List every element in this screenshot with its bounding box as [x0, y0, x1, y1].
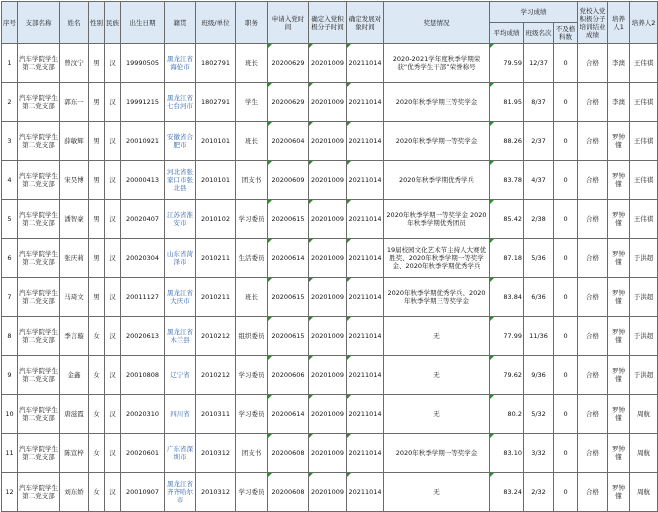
cell-class[interactable]: 2010212: [196, 356, 236, 395]
cell-award[interactable]: 2020年秋季学期一等奖学金 2020年秋季学期优秀团员: [384, 200, 490, 239]
cell-birth[interactable]: 19991215: [121, 83, 165, 122]
cell-devobj[interactable]: 20211014: [347, 356, 384, 395]
cell-activist[interactable]: 20201009: [309, 161, 347, 200]
cell-apply[interactable]: 20200615: [268, 200, 309, 239]
cell-origin[interactable]: 广东省深圳市: [165, 434, 196, 473]
cell-rank[interactable]: 2/32: [524, 473, 554, 512]
cell-ethnicity[interactable]: 汉: [105, 44, 121, 83]
cell-name[interactable]: 宋昊博: [60, 161, 89, 200]
cell-seq[interactable]: 11: [2, 434, 18, 473]
cell-ethnicity[interactable]: 汉: [105, 200, 121, 239]
cell-rank[interactable]: 2/37: [524, 122, 554, 161]
cell-gender[interactable]: 男: [89, 278, 105, 317]
cell-activist[interactable]: 20201009: [309, 395, 347, 434]
cell-trainer1[interactable]: 罗钟懂: [608, 200, 630, 239]
cell-ethnicity[interactable]: 汉: [105, 161, 121, 200]
cell-name[interactable]: 季言璇: [60, 317, 89, 356]
cell-devobj[interactable]: 20211014: [347, 239, 384, 278]
cell-rank[interactable]: 2/38: [524, 200, 554, 239]
cell-class[interactable]: 2010211: [196, 239, 236, 278]
cell-trainer2[interactable]: 周航: [630, 434, 658, 473]
cell-origin[interactable]: 河北省张家口市张北县: [165, 161, 196, 200]
cell-birth[interactable]: 20010907: [121, 473, 165, 512]
cell-seq[interactable]: 5: [2, 200, 18, 239]
cell-trainer2[interactable]: 王伟祺: [630, 161, 658, 200]
cell-branch[interactable]: 汽车学院学生第二党支部: [18, 317, 60, 356]
cell-trainer2[interactable]: 于洪超: [630, 239, 658, 278]
cell-class[interactable]: 1802791: [196, 83, 236, 122]
cell-devobj[interactable]: 20211014: [347, 161, 384, 200]
cell-course[interactable]: 合格: [578, 161, 608, 200]
cell-trainer1[interactable]: 罗钟懂: [608, 473, 630, 512]
cell-gender[interactable]: 男: [89, 161, 105, 200]
cell-class[interactable]: 2010311: [196, 395, 236, 434]
cell-award[interactable]: 2020-2021学年度秋季学期荣获“优秀学生干部”荣誉称号: [384, 44, 490, 83]
cell-origin[interactable]: 黑龙江省大庆市: [165, 278, 196, 317]
cell-name[interactable]: 张庆莉: [60, 239, 89, 278]
cell-birth[interactable]: 20020304: [121, 239, 165, 278]
cell-fail[interactable]: 0: [554, 239, 578, 278]
cell-activist[interactable]: 20201009: [309, 356, 347, 395]
cell-ethnicity[interactable]: 汉: [105, 356, 121, 395]
member-table: [1, 1, 658, 512]
cell-rank[interactable]: 3/32: [524, 434, 554, 473]
header-rank[interactable]: 班级名次: [524, 23, 554, 44]
cell-avg[interactable]: 77.99: [490, 317, 524, 356]
cell-avg[interactable]: 79.62: [490, 356, 524, 395]
cell-avg[interactable]: 80.2: [490, 395, 524, 434]
cell-rank[interactable]: 6/36: [524, 278, 554, 317]
cell-name[interactable]: 马琦文: [60, 278, 89, 317]
header-role[interactable]: 职务: [236, 2, 268, 44]
cell-role[interactable]: 学习委员: [236, 200, 268, 239]
cell-birth[interactable]: 20010808: [121, 356, 165, 395]
cell-gender[interactable]: 女: [89, 317, 105, 356]
cell-award[interactable]: 无: [384, 473, 490, 512]
header-origin[interactable]: 籍贯: [165, 2, 196, 44]
cell-rank[interactable]: 8/37: [524, 83, 554, 122]
cell-fail[interactable]: 0: [554, 356, 578, 395]
cell-ethnicity[interactable]: 汉: [105, 473, 121, 512]
cell-activist[interactable]: 20201009: [309, 44, 347, 83]
cell-trainer1[interactable]: 罗钟懂: [608, 434, 630, 473]
header-seq[interactable]: 序号: [2, 2, 18, 44]
cell-role[interactable]: 学习委员: [236, 473, 268, 512]
cell-devobj[interactable]: 20211014: [347, 473, 384, 512]
cell-course[interactable]: 合格: [578, 44, 608, 83]
cell-ethnicity[interactable]: 汉: [105, 122, 121, 161]
cell-award[interactable]: 无: [384, 395, 490, 434]
cell-award[interactable]: 19届校园文化艺术节主持人大赛优胜奖、2020年秋季学期一等奖学金、2020年秋季学期优秀学兵: [384, 239, 490, 278]
header-branch[interactable]: 支部名称: [18, 2, 60, 44]
header-fail[interactable]: 不及格科数: [554, 23, 578, 44]
cell-branch[interactable]: 汽车学院学生第二党支部: [18, 434, 60, 473]
cell-trainer2[interactable]: 王伟祺: [630, 44, 658, 83]
cell-origin[interactable]: 黑龙江省海伦市: [165, 44, 196, 83]
cell-apply[interactable]: 20200615: [268, 278, 309, 317]
cell-fail[interactable]: 0: [554, 434, 578, 473]
cell-birth[interactable]: 20000413: [121, 161, 165, 200]
cell-apply[interactable]: 20200614: [268, 395, 309, 434]
cell-trainer1[interactable]: 罗钟懂: [608, 161, 630, 200]
cell-rank[interactable]: 5/36: [524, 239, 554, 278]
table-row: [2, 278, 658, 317]
cell-class[interactable]: 2010211: [196, 278, 236, 317]
cell-trainer1[interactable]: 罗钟懂: [608, 278, 630, 317]
cell-trainer1[interactable]: 李澳: [608, 83, 630, 122]
cell-award[interactable]: 2020年秋季学期优秀学兵: [384, 161, 490, 200]
cell-role[interactable]: 学习委员: [236, 395, 268, 434]
cell-role[interactable]: 班长: [236, 122, 268, 161]
cell-award[interactable]: 2020年秋季学期一等奖学金: [384, 434, 490, 473]
cell-avg[interactable]: 83.84: [490, 278, 524, 317]
cell-seq[interactable]: 1: [2, 44, 18, 83]
cell-course[interactable]: 合格: [578, 122, 608, 161]
cell-name[interactable]: 金鑫: [60, 356, 89, 395]
cell-role[interactable]: 班长: [236, 278, 268, 317]
cell-seq[interactable]: 4: [2, 161, 18, 200]
cell-birth[interactable]: 20020613: [121, 317, 165, 356]
cell-avg[interactable]: 88.26: [490, 122, 524, 161]
cell-role[interactable]: 学生: [236, 83, 268, 122]
cell-birth[interactable]: 20020601: [121, 434, 165, 473]
header-trainer1[interactable]: 培养人1: [608, 2, 630, 44]
cell-branch[interactable]: 汽车学院学生第二党支部: [18, 278, 60, 317]
cell-origin[interactable]: 安徽省合肥市: [165, 122, 196, 161]
cell-trainer2[interactable]: 王伟祺: [630, 122, 658, 161]
cell-avg[interactable]: 83.10: [490, 434, 524, 473]
cell-gender[interactable]: 男: [89, 239, 105, 278]
cell-branch[interactable]: 汽车学院学生第二党支部: [18, 356, 60, 395]
cell-course[interactable]: 合格: [578, 356, 608, 395]
cell-devobj[interactable]: 20211014: [347, 434, 384, 473]
cell-fail[interactable]: 0: [554, 278, 578, 317]
cell-rank[interactable]: 5/32: [524, 395, 554, 434]
cell-gender[interactable]: 男: [89, 83, 105, 122]
header-avg[interactable]: 平均成绩: [490, 23, 524, 44]
cell-apply[interactable]: 20200608: [268, 434, 309, 473]
cell-origin[interactable]: 黑龙江省齐齐哈尔市: [165, 473, 196, 512]
table-row: [2, 161, 658, 200]
cell-award[interactable]: 2020年秋季学期三等奖学金: [384, 83, 490, 122]
cell-trainer2[interactable]: 周航: [630, 395, 658, 434]
cell-activist[interactable]: 20201009: [309, 200, 347, 239]
cell-award[interactable]: 无: [384, 356, 490, 395]
header-class[interactable]: 班级/单位: [196, 2, 236, 44]
cell-class[interactable]: 2010101: [196, 161, 236, 200]
cell-ethnicity[interactable]: 汉: [105, 395, 121, 434]
table-row: [2, 44, 658, 83]
cell-gender[interactable]: 女: [89, 356, 105, 395]
cell-gender[interactable]: 男: [89, 122, 105, 161]
table-row: [2, 317, 658, 356]
cell-branch[interactable]: 汽车学院学生第二党支部: [18, 395, 60, 434]
table-row: [2, 200, 658, 239]
cell-activist[interactable]: 20201009: [309, 473, 347, 512]
cell-ethnicity[interactable]: 汉: [105, 278, 121, 317]
cell-activist[interactable]: 20201009: [309, 434, 347, 473]
cell-birth[interactable]: 19990505: [121, 44, 165, 83]
cell-apply[interactable]: 20200608: [268, 473, 309, 512]
header-apply[interactable]: 申请入党时间: [268, 2, 309, 44]
cell-class[interactable]: 2010101: [196, 122, 236, 161]
table-row: [2, 434, 658, 473]
cell-name[interactable]: 薛敏辉: [60, 122, 89, 161]
cell-seq[interactable]: 9: [2, 356, 18, 395]
cell-branch[interactable]: 汽车学院学生第二党支部: [18, 239, 60, 278]
cell-origin[interactable]: 江苏省淮安市: [165, 200, 196, 239]
cell-origin[interactable]: 黑龙江省七台河市: [165, 83, 196, 122]
cell-ethnicity[interactable]: 汉: [105, 83, 121, 122]
cell-gender[interactable]: 男: [89, 200, 105, 239]
cell-rank[interactable]: 12/37: [524, 44, 554, 83]
cell-gender[interactable]: 女: [89, 395, 105, 434]
cell-name[interactable]: 曾汶宁: [60, 44, 89, 83]
cell-role[interactable]: 团支书: [236, 434, 268, 473]
cell-trainer1[interactable]: 罗钟懂: [608, 317, 630, 356]
header-award[interactable]: 奖惩情况: [384, 2, 490, 44]
cell-avg[interactable]: 85.42: [490, 200, 524, 239]
cell-seq[interactable]: 8: [2, 317, 18, 356]
table-row: [2, 473, 658, 512]
cell-branch[interactable]: 汽车学院学生第二党支部: [18, 161, 60, 200]
cell-trainer1[interactable]: 罗钟懂: [608, 122, 630, 161]
cell-devobj[interactable]: 20211014: [347, 44, 384, 83]
cell-apply[interactable]: 20200629: [268, 83, 309, 122]
cell-award[interactable]: 无: [384, 317, 490, 356]
cell-gender[interactable]: 男: [89, 44, 105, 83]
cell-avg[interactable]: 79.59: [490, 44, 524, 83]
cell-avg[interactable]: 87.18: [490, 239, 524, 278]
cell-trainer1[interactable]: 罗钟懂: [608, 239, 630, 278]
cell-course[interactable]: 合格: [578, 239, 608, 278]
cell-devobj[interactable]: 20211014: [347, 83, 384, 122]
cell-class[interactable]: 2010212: [196, 317, 236, 356]
cell-trainer1[interactable]: 罗钟懂: [608, 395, 630, 434]
cell-seq[interactable]: 3: [2, 122, 18, 161]
cell-name[interactable]: 潘智豪: [60, 200, 89, 239]
cell-course[interactable]: 合格: [578, 395, 608, 434]
cell-avg[interactable]: 83.24: [490, 473, 524, 512]
cell-apply[interactable]: 20200615: [268, 317, 309, 356]
cell-activist[interactable]: 20201009: [309, 239, 347, 278]
cell-name[interactable]: 陈宣梓: [60, 434, 89, 473]
cell-devobj[interactable]: 20211014: [347, 395, 384, 434]
cell-avg[interactable]: 81.95: [490, 83, 524, 122]
cell-name[interactable]: 唐滋霞: [60, 395, 89, 434]
cell-devobj[interactable]: 20211014: [347, 317, 384, 356]
cell-apply[interactable]: 20200614: [268, 239, 309, 278]
cell-fail[interactable]: 0: [554, 44, 578, 83]
cell-birth[interactable]: 20011127: [121, 278, 165, 317]
cell-fail[interactable]: 0: [554, 317, 578, 356]
cell-seq[interactable]: 6: [2, 239, 18, 278]
header-gender[interactable]: 性别: [89, 2, 105, 44]
cell-class[interactable]: 2010102: [196, 200, 236, 239]
cell-course[interactable]: 合格: [578, 278, 608, 317]
cell-class[interactable]: 1802791: [196, 44, 236, 83]
cell-origin[interactable]: 山东省菏泽市: [165, 239, 196, 278]
header-ethnicity[interactable]: 民族: [105, 2, 121, 44]
header-devobj[interactable]: 确定发展对象时间: [347, 2, 384, 44]
cell-origin[interactable]: 辽宁省: [165, 356, 196, 395]
table-row: [2, 356, 658, 395]
cell-devobj[interactable]: 20211014: [347, 200, 384, 239]
cell-role[interactable]: 组织委员: [236, 317, 268, 356]
header-study[interactable]: 学习成绩: [490, 2, 578, 23]
cell-rank[interactable]: 9/36: [524, 356, 554, 395]
cell-trainer2[interactable]: 王伟祺: [630, 83, 658, 122]
cell-trainer2[interactable]: 周航: [630, 473, 658, 512]
cell-origin[interactable]: 四川省: [165, 395, 196, 434]
cell-rank[interactable]: 4/37: [524, 161, 554, 200]
cell-branch[interactable]: 汽车学院学生第二党支部: [18, 200, 60, 239]
cell-ethnicity[interactable]: 汉: [105, 434, 121, 473]
header-birth[interactable]: 出生日期: [121, 2, 165, 44]
cell-apply[interactable]: 20200629: [268, 44, 309, 83]
cell-trainer2[interactable]: 王伟祺: [630, 200, 658, 239]
cell-branch[interactable]: 汽车学院学生第二党支部: [18, 83, 60, 122]
cell-role[interactable]: 班长: [236, 44, 268, 83]
cell-role[interactable]: 学习委员: [236, 356, 268, 395]
cell-course[interactable]: 合格: [578, 434, 608, 473]
cell-apply[interactable]: 20200604: [268, 122, 309, 161]
cell-birth[interactable]: 20010921: [121, 122, 165, 161]
cell-trainer1[interactable]: 罗钟懂: [608, 356, 630, 395]
cell-origin[interactable]: 黑龙江省木兰县: [165, 317, 196, 356]
cell-award[interactable]: 2020年秋季学期一等奖学金: [384, 122, 490, 161]
cell-seq[interactable]: 10: [2, 395, 18, 434]
cell-course[interactable]: 合格: [578, 83, 608, 122]
cell-trainer2[interactable]: 于洪超: [630, 356, 658, 395]
cell-fail[interactable]: 0: [554, 161, 578, 200]
cell-trainer2[interactable]: 于洪超: [630, 278, 658, 317]
cell-role[interactable]: 团支书: [236, 161, 268, 200]
cell-branch[interactable]: 汽车学院学生第二党支部: [18, 44, 60, 83]
cell-trainer1[interactable]: 李澳: [608, 44, 630, 83]
cell-apply[interactable]: 20200606: [268, 356, 309, 395]
cell-course[interactable]: 合格: [578, 200, 608, 239]
cell-course[interactable]: 合格: [578, 317, 608, 356]
header-trainer2[interactable]: 培养人2: [630, 2, 658, 44]
header-activist[interactable]: 确定入党积极分子时间: [309, 2, 347, 44]
cell-course[interactable]: 合格: [578, 473, 608, 512]
cell-seq[interactable]: 2: [2, 83, 18, 122]
cell-ethnicity[interactable]: 汉: [105, 239, 121, 278]
cell-rank[interactable]: 11/36: [524, 317, 554, 356]
table-row: [2, 122, 658, 161]
cell-apply[interactable]: 20200609: [268, 161, 309, 200]
cell-name[interactable]: 郭东一: [60, 83, 89, 122]
header-name[interactable]: 姓名: [60, 2, 89, 44]
cell-branch[interactable]: 汽车学院学生第二党支部: [18, 122, 60, 161]
cell-activist[interactable]: 20201009: [309, 122, 347, 161]
cell-activist[interactable]: 20201009: [309, 317, 347, 356]
cell-fail[interactable]: 0: [554, 83, 578, 122]
cell-fail[interactable]: 0: [554, 473, 578, 512]
table-row: [2, 395, 658, 434]
cell-fail[interactable]: 0: [554, 395, 578, 434]
cell-trainer2[interactable]: 于洪超: [630, 317, 658, 356]
cell-devobj[interactable]: 20211014: [347, 278, 384, 317]
cell-devobj[interactable]: 20211014: [347, 122, 384, 161]
cell-gender[interactable]: 女: [89, 434, 105, 473]
cell-role[interactable]: 生活委员: [236, 239, 268, 278]
cell-gender[interactable]: 女: [89, 473, 105, 512]
table-row: [2, 239, 658, 278]
cell-class[interactable]: 2010312: [196, 434, 236, 473]
cell-award[interactable]: 2020年秋季学期优秀学兵、2020年秋季学期三等奖学金: [384, 278, 490, 317]
cell-fail[interactable]: 0: [554, 122, 578, 161]
table-row: [2, 83, 658, 122]
cell-branch[interactable]: 汽车学院学生第二党支部: [18, 473, 60, 512]
cell-seq[interactable]: 12: [2, 473, 18, 512]
header-course[interactable]: 党校入党积极分子培训结业成绩: [578, 2, 608, 44]
cell-name[interactable]: 刘东娇: [60, 473, 89, 512]
cell-class[interactable]: 2010312: [196, 473, 236, 512]
cell-birth[interactable]: 20020310: [121, 395, 165, 434]
cell-fail[interactable]: 0: [554, 200, 578, 239]
cell-ethnicity[interactable]: 汉: [105, 317, 121, 356]
cell-birth[interactable]: 20020407: [121, 200, 165, 239]
cell-activist[interactable]: 20201009: [309, 83, 347, 122]
cell-avg[interactable]: 83.78: [490, 161, 524, 200]
cell-activist[interactable]: 20201009: [309, 278, 347, 317]
cell-seq[interactable]: 7: [2, 278, 18, 317]
